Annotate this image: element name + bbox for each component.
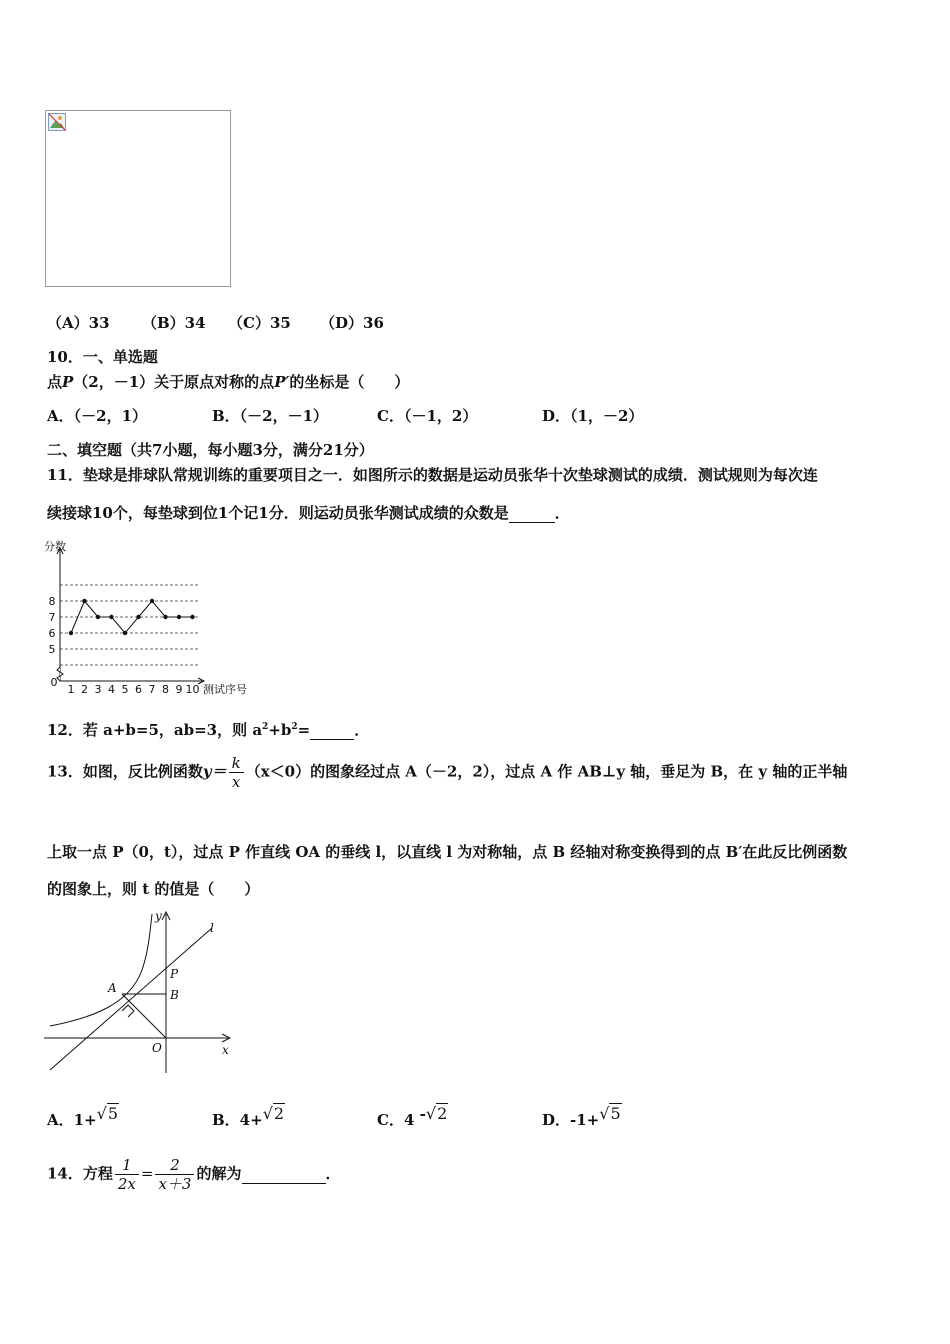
chart-x-tick-label: 9	[175, 683, 183, 696]
chart-y-tick-label: 8	[48, 595, 56, 608]
chart-y-tick-label: 7	[48, 611, 56, 624]
chart-point	[82, 599, 86, 603]
label-y: y	[155, 909, 162, 923]
chart-x-tick-label: 6	[135, 683, 142, 696]
label-x: x	[222, 1043, 229, 1057]
answer-blank[interactable]	[310, 721, 354, 740]
q9-option-b: （B）34	[142, 314, 206, 332]
q9-option-a: （A）33	[47, 314, 110, 332]
chart-point	[163, 615, 167, 619]
answer-blank[interactable]	[509, 504, 555, 523]
chart-x-tick-label: 3	[94, 683, 102, 696]
chart-axis-break	[57, 667, 63, 681]
q13-stem-line-3: 的图象上，则 t 的值是（ ）	[47, 880, 260, 898]
chart-x-tick-label: 7	[148, 683, 156, 696]
chart-point	[123, 631, 127, 635]
hyperbola-figure	[42, 908, 242, 1080]
chart-point	[190, 615, 194, 619]
q10-option-b: B．（－2，－1）	[212, 407, 329, 425]
right-angle-mark	[122, 1005, 134, 1017]
chart-axes	[57, 548, 204, 684]
chart-x-label: 测试序号	[203, 683, 247, 696]
answer-blank[interactable]	[242, 1165, 326, 1184]
label-p: P	[170, 967, 179, 981]
label-l: l	[210, 921, 214, 935]
chart-point	[109, 615, 113, 619]
missing-image-box	[45, 110, 231, 287]
chart-x-tick-label: 1	[67, 683, 75, 696]
q14-stem: 14．方程 $\frac{1}{2x}$ = $\frac{2}{x+3}$ 的解为 ．	[47, 1156, 341, 1193]
chart-x-tick-label: 8	[162, 683, 169, 696]
chart-y-tick-label: 5	[48, 643, 56, 656]
chart-point	[150, 599, 154, 603]
fraction-2-over-x-plus-3: $\frac{2}{x+3}$	[155, 1156, 194, 1193]
q13-stem-line-1: 13．如图，反比例函数y＝ $\frac{k}{x}$ （x＜0）的图象经过点 A（－2，2），过点 A 作 AB⊥y 轴，垂足为 B，在 y 轴的正半轴	[47, 754, 848, 791]
fraction-1-over-2x: $\frac{1}{2x}$	[115, 1156, 139, 1193]
q10-header: 10．一、单选题	[47, 348, 158, 366]
q12-stem: 12．若 a+b=5，ab=3，则 $a^2+b^2=$ ．	[47, 721, 370, 739]
q10-option-d: D．（1，－2）	[542, 407, 644, 425]
chart-x-tick-label: 2	[81, 683, 88, 696]
chart-gridlines	[60, 585, 200, 665]
label-o: O	[152, 1041, 162, 1055]
chart-labels	[44, 539, 247, 696]
q9-option-c: （C）35	[228, 314, 291, 332]
q10-option-a: A．（－2，1）	[47, 407, 148, 425]
q13-option-a: A．1+√5	[47, 1104, 119, 1129]
q13-option-d: D．-1+√5	[542, 1104, 621, 1129]
chart-x-tick-label: 5	[121, 683, 129, 696]
label-a: A	[108, 981, 117, 995]
broken-image-icon	[48, 113, 66, 131]
chart-point	[136, 615, 140, 619]
chart-x-tick-label: 10	[185, 683, 200, 696]
chart-point	[96, 615, 100, 619]
q11-line-2: 续接球10个，每垫球到位1个记1分．则运动员张华测试成绩的众数是 ．	[47, 504, 570, 522]
q10-stem: 点P（2，－1）关于原点对称的点P′的坐标是（ ）	[47, 373, 410, 391]
q9-option-d: （D）36	[320, 314, 384, 332]
q13-option-c: C．4 -√2	[377, 1104, 448, 1129]
score-line-chart	[40, 538, 265, 698]
q13-stem-line-2: 上取一点 P（0，t），过点 P 作直线 OA 的垂线 l，以直线 l 为对称轴，点 B 经轴对称变换得到的点 B′在此反比例函数	[47, 843, 848, 861]
chart-point	[177, 615, 181, 619]
fraction-k-over-x: $\frac{k}{x}$	[229, 754, 244, 791]
chart-y-label: 分数	[44, 540, 66, 553]
q10-option-c: C．（－1，2）	[377, 407, 478, 425]
chart-point	[69, 631, 73, 635]
line-l	[50, 928, 212, 1070]
chart-origin-label: 0	[50, 676, 58, 689]
label-b: B	[170, 988, 179, 1002]
section-2-title: 二、填空题（共7小题，每小题3分，满分21分）	[47, 441, 374, 459]
chart-y-tick-label: 6	[48, 627, 56, 640]
q13-option-b: B．4+√2	[212, 1104, 285, 1129]
chart-x-tick-label: 4	[108, 683, 115, 696]
q11-line-1: 11．垫球是排球队常规训练的重要项目之一．如图所示的数据是运动员张华十次垫球测试的成绩．测试规则为每次连	[47, 466, 818, 484]
